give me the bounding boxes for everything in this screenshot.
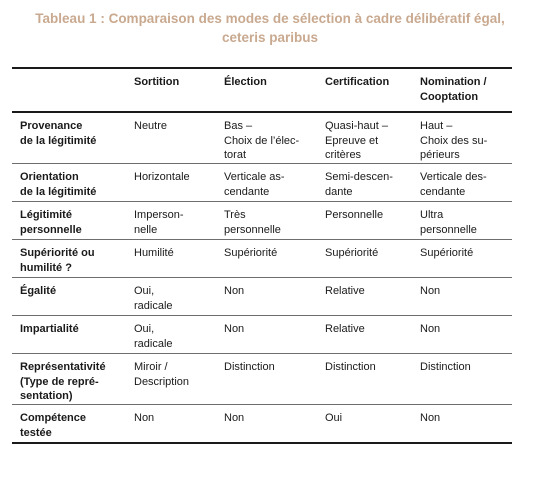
table-row [12, 112, 512, 164]
column-header-sortition: Sortition [134, 76, 180, 88]
table-row [12, 240, 512, 278]
row-header-representativity: Représentativité (Type de repré- sentation) [20, 361, 106, 402]
row-header-orientation: Orientation de la légitimité [20, 171, 97, 198]
table-cell: Relative [325, 285, 365, 297]
table-cell: Personnelle [325, 209, 384, 221]
row-header-superiority: Supériorité ou humilité ? [20, 247, 95, 274]
column-header-election: Élection [224, 76, 267, 88]
table-cell: Haut – Choix des su- périeurs [420, 120, 488, 161]
table-cell: Relative [325, 323, 365, 335]
table-cell: Non [224, 285, 245, 297]
table-cell: Non [420, 285, 441, 297]
table-header-row [12, 68, 512, 112]
table-cell: Horizontale [134, 171, 190, 183]
selection-modes-table [12, 67, 512, 444]
row-header-provenance: Provenance de la légitimité [20, 120, 97, 147]
column-header-certification: Certification [325, 76, 390, 88]
table-cell: Ultra personnelle [420, 209, 477, 236]
table-row [12, 202, 512, 240]
table-cell: Oui, radicale [134, 285, 173, 312]
table-row [12, 405, 512, 444]
table-cell: Bas – Choix de l’élec- torat [224, 120, 300, 161]
row-header-equality: Égalité [20, 285, 57, 297]
table-caption [0, 9, 540, 47]
table-cell: Très personnelle [224, 209, 281, 236]
table-cell: Oui, radicale [134, 323, 173, 350]
column-header-nomination: Nomination / Cooptation [420, 76, 487, 103]
table-cell: Oui [325, 412, 343, 424]
table-cell: Non [224, 323, 245, 335]
table-cell: Humilité [134, 247, 174, 259]
table-row [12, 278, 512, 316]
table-cell: Supériorité [325, 247, 379, 259]
column-header-criteria [12, 68, 126, 112]
table-row [12, 354, 512, 405]
table-row [12, 316, 512, 354]
table-cell: Non [420, 412, 441, 424]
table-cell: Verticale des- cendante [420, 171, 487, 198]
table-cell: Supériorité [420, 247, 474, 259]
table-cell: Distinction [224, 361, 275, 373]
table-cell: Neutre [134, 120, 168, 132]
table-cell: Miroir / Description [134, 361, 190, 388]
table-cell: Non [420, 323, 441, 335]
table-row [12, 164, 512, 202]
row-header-competence: Compétence testée [20, 412, 87, 439]
table-cell: Imperson- nelle [134, 209, 184, 236]
table-cell: Non [224, 412, 245, 424]
table-caption-line-1: Tableau 1 : Comparaison des modes de sélection à cadre délibératif égal, [35, 11, 505, 26]
row-header-impartiality: Impartialité [20, 323, 79, 335]
table-cell: Semi-descen- dante [325, 171, 393, 198]
table-cell: Distinction [420, 361, 471, 373]
table-cell: Quasi-haut – Epreuve et critères [325, 120, 388, 161]
table-cell: Distinction [325, 361, 376, 373]
row-header-personal-legitimacy: Légitimité personnelle [20, 209, 82, 236]
table-cell: Verticale as- cendante [224, 171, 285, 198]
table-cell: Non [134, 412, 155, 424]
table-cell: Supériorité [224, 247, 278, 259]
table-caption-line-2: ceteris paribus [221, 30, 319, 45]
